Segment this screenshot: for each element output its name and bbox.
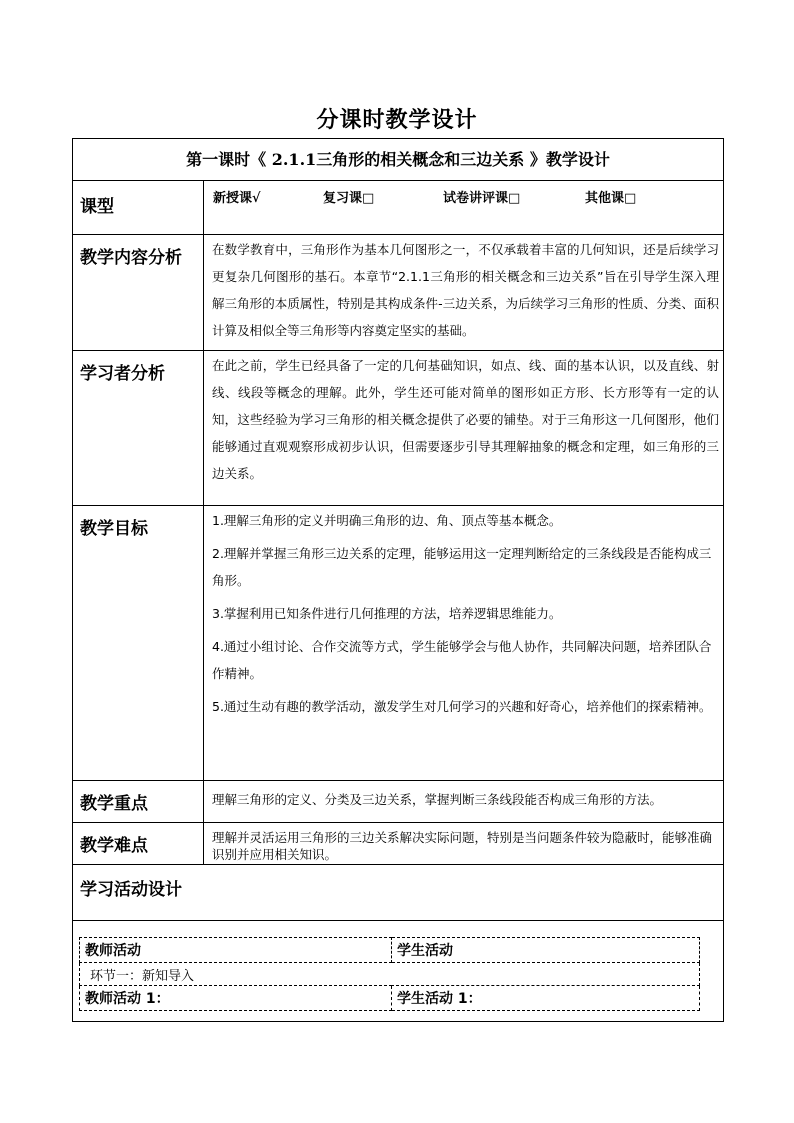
lesson-title: 第一课时《 2.1.1三角形的相关概念和三边关系 》教学设计 <box>73 139 724 181</box>
content-analysis-row <box>73 235 724 351</box>
lesson-plan-table <box>72 138 724 1022</box>
key-points-row <box>73 781 724 823</box>
activity-design-label: 学习活动设计 <box>73 865 724 921</box>
page-title: 分课时教学设计 <box>316 107 478 133</box>
type-option-new: 新授课√ <box>213 191 261 206</box>
lesson-type-label: 课型 <box>73 181 204 235</box>
key-points-label: 教学重点 <box>73 781 204 823</box>
teacher-activity-header: 教师活动 <box>80 938 392 963</box>
type-option-review: 复习课□ <box>323 191 375 206</box>
teacher-activity-1: 教师活动 1： <box>80 986 392 1011</box>
difficulties-row <box>73 823 724 865</box>
type-option-other: 其他课□ <box>585 191 637 206</box>
content-analysis-text: 在数学教育中，三角形作为基本几何图形之一，不仅承载着丰富的几何知识，还是后续学习更复杂几何图形的基石。本章节“2.1.1三角形的相关概念和三边关系”旨在引导学生深入理解三角形的本质属性，特别是其构成条件-三边关系，为后续学习三角形的性质、分类、面积计算及相似全等三角形等内容奠定坚实的基础。 <box>212 242 719 338</box>
objective-item: 5.通过生动有趣的教学活动，激发学生对几何学习的兴趣和好奇心，培养他们的探索精神。 <box>212 699 712 714</box>
difficulties-text: 理解并灵活运用三角形的三边关系解决实际问题，特别是当问题条件较为隐蔽时，能够准确识别并应用相关知识。 <box>212 830 713 862</box>
learner-analysis-label: 学习者分析 <box>73 351 204 506</box>
student-activity-header: 学生活动 <box>392 938 700 963</box>
objective-item: 3.掌握利用已知条件进行几何推理的方法，培养逻辑思维能力。 <box>212 606 562 621</box>
content-analysis-label: 教学内容分析 <box>73 235 204 351</box>
objective-item: 2.理解并掌握三角形三边关系的定理，能够运用这一定理判断给定的三条线段是否能构成三角形。 <box>212 546 712 588</box>
learner-analysis-text: 在此之前，学生已经具备了一定的几何基础知识，如点、线、面的基本认识，以及直线、射线、线段等概念的理解。此外，学生还可能对简单的图形如正方形、长方形等有一定的认知，这些经验为学习三角形的相关概念提供了必要的铺垫。对于三角形这一几何图形，他们能够通过直观观察形成初步认识，但需要逐步引导其理解抽象的概念和定理，如三角形的三边关系。 <box>212 358 719 481</box>
lesson-type-options <box>204 181 724 235</box>
objectives-row <box>73 506 724 781</box>
activity-table <box>79 937 700 1011</box>
type-option-exam-review: 试卷讲评课□ <box>443 191 521 206</box>
section-title: 环节一：新知导入 <box>80 963 700 986</box>
objective-item: 4.通过小组讨论、合作交流等方式，学生能够学会与他人协作，共同解决问题，培养团队合作精神。 <box>212 639 712 681</box>
activity-design-cell <box>73 921 724 1022</box>
student-activity-1: 学生活动 1： <box>392 986 700 1011</box>
objectives-label: 教学目标 <box>73 506 204 781</box>
objective-item: 1.理解三角形的定义并明确三角形的边、角、顶点等基本概念。 <box>212 513 562 528</box>
learner-analysis-row <box>73 351 724 506</box>
key-points-text: 理解三角形的定义、分类及三边关系，掌握判断三条线段能否构成三角形的方法。 <box>212 792 663 807</box>
lesson-type-row <box>73 181 724 235</box>
difficulties-label: 教学难点 <box>73 823 204 865</box>
